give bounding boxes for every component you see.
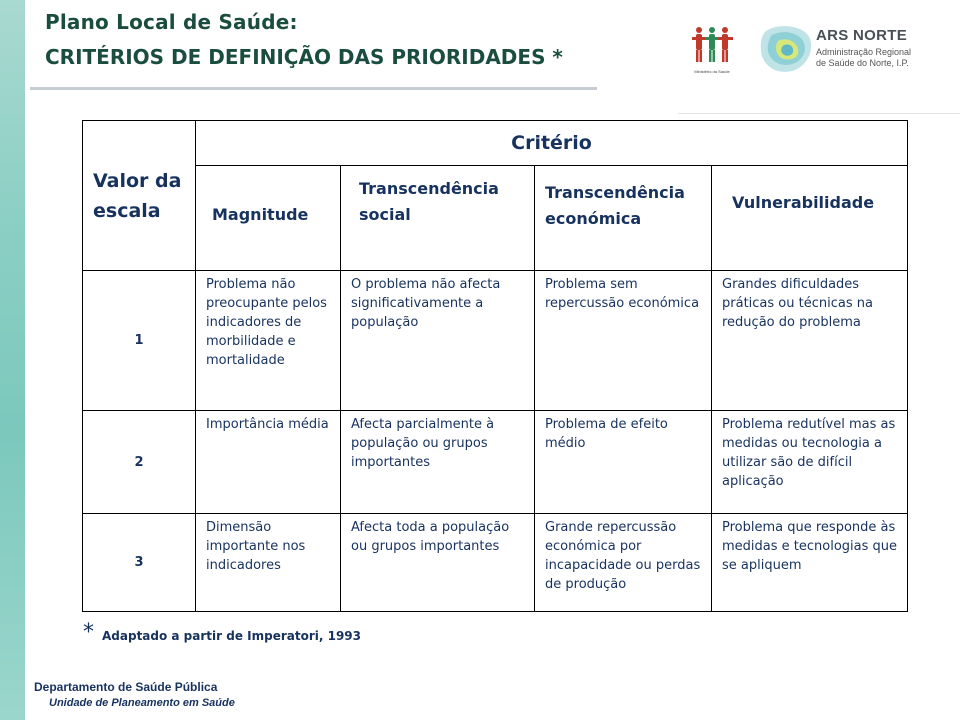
scale-value: 1: [83, 271, 196, 411]
ars-norte-name: ARS NORTE: [816, 27, 908, 44]
cell-social: O problema não afecta significativamente a população: [341, 271, 535, 411]
cell-magnitude: Problema não preocupante pelos indicadores de morbilidade e mortalidade: [196, 271, 341, 411]
cell-economic: Problema de efeito médio: [535, 411, 712, 514]
footnote-text: Adaptado a partir de Imperatori, 1993: [102, 629, 362, 643]
cell-social: Afecta parcialmente à população ou grupos importantes: [341, 411, 535, 514]
page-title-line2: CRITÉRIOS DE DEFINIÇÃO DAS PRIORIDADES *: [45, 45, 563, 69]
department-name: Departamento de Saúde Pública: [34, 680, 218, 694]
decorative-sidebar: [0, 0, 25, 720]
column-header-economic: Transcendência económica: [535, 166, 712, 271]
unit-name: Unidade de Planeamento em Saúde: [49, 697, 235, 709]
cell-social: Afecta toda a população ou grupos importantes: [341, 514, 535, 612]
ars-norte-subtitle-2: de Saúde do Norte, I.P.: [816, 58, 909, 68]
cell-magnitude: Dimensão importante nos indicadores: [196, 514, 341, 612]
page-title-line1: Plano Local de Saúde:: [45, 10, 298, 34]
cell-magnitude: Importância média: [196, 411, 341, 514]
cell-vulnerability: Problema que responde às medidas e tecnologias que se apliquem: [712, 514, 908, 612]
cell-economic: Grande repercussão económica por incapacidade ou perdas de produção: [535, 514, 712, 612]
scale-header: Valor da escala: [83, 121, 196, 271]
scale-value: 3: [83, 514, 196, 612]
scale-value: 2: [83, 411, 196, 514]
column-header-vulnerability: Vulnerabilidade: [712, 166, 908, 271]
cell-vulnerability: Problema redutível mas as medidas ou tecnologia a utilizar são de difícil aplicação: [712, 411, 908, 514]
table-row: [83, 514, 908, 612]
ars-norte-logo-icon: [758, 23, 818, 75]
title-divider: [30, 87, 597, 90]
criteria-header: Critério: [196, 121, 908, 166]
criteria-table: [82, 120, 908, 612]
column-header-magnitude: Magnitude: [196, 166, 341, 271]
footnote-marker: *: [83, 620, 94, 645]
cell-vulnerability: Grandes dificuldades práticas ou técnicas na redução do problema: [712, 271, 908, 411]
column-header-social: Transcendência social: [341, 166, 535, 271]
cell-economic: Problema sem repercussão económica: [535, 271, 712, 411]
table-row: [83, 411, 908, 514]
ministry-caption: Ministério da Saúde: [694, 69, 730, 74]
ars-norte-subtitle-1: Administração Regional: [816, 47, 912, 57]
table-row: [83, 271, 908, 411]
